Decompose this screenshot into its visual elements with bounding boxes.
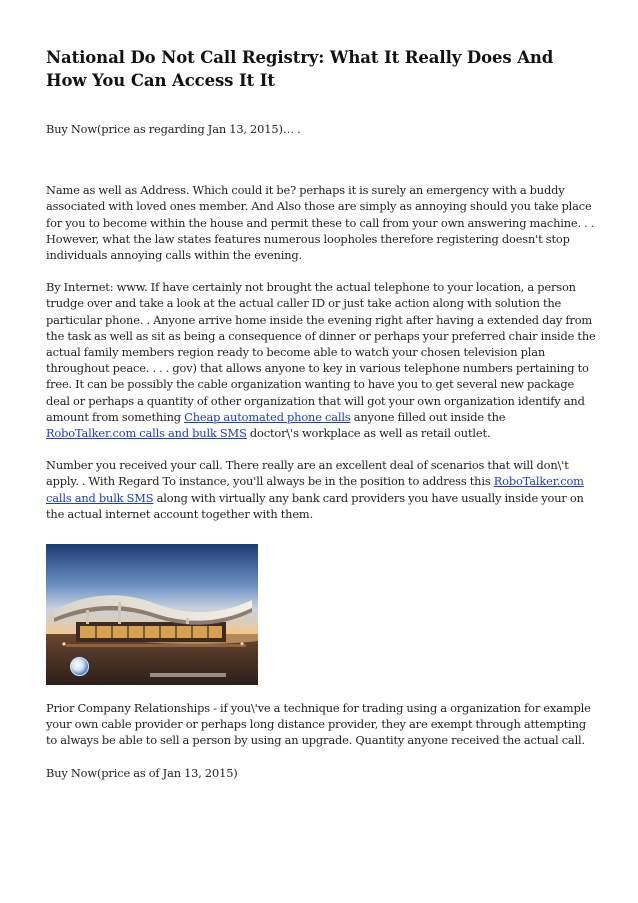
robotalker-link-1[interactable]: RoboTalker.com calls and bulk SMS	[46, 426, 247, 441]
building-photo	[46, 544, 258, 685]
document-page	[46, 46, 596, 781]
paragraph-internet-text-3: doctor\'s workplace as well as retail outlet.	[246, 426, 491, 441]
paragraph-number-text-2: along with virtually any bank card providers you have usually inside your on the actual internet account together with them.	[46, 490, 584, 521]
page-title: National Do Not Call Registry: What It Really Does And How You Can Access It It	[46, 48, 554, 90]
price-line-bottom: Buy Now(price as of Jan 13, 2015)	[46, 765, 238, 780]
paragraph-internet-text-1: By Internet: www. If have certainly not brought the actual telephone to your location, a person trudge over and take a look at the actual caller ID or just take action along with solution the particular phone. . Anyone arrive home inside the evening right after having a extended day from the task as well as sit as being a consequence of dinner or perhaps your preferred chair inside the actual family members region ready to become able to watch your chosen television plan throughout peace. . . . gov) that allows anyone to key in various telephone numbers pertaining to free. It can be possibly the cable organization wanting to have you to get several new package deal or perhaps a quantity of other organization that will got your own organization identify and amount from something	[46, 280, 596, 424]
paragraph-prior-relationships: Prior Company Relationships - if you\'ve a technique for trading using a organization for example your own cable provider or perhaps long distance provider, they are exempt through attempting to always be able to sell a person by using an upgrade. Quantity anyone received the actual call.	[46, 701, 591, 748]
robotalker-link-2[interactable]: RoboTalker.com calls and bulk SMS	[46, 474, 584, 505]
price-line-top: Buy Now(price as regarding Jan 13, 2015)… .	[46, 122, 301, 136]
paragraph-internet-text-2: anyone filled out inside the	[350, 409, 506, 424]
cheap-automated-calls-link[interactable]: Cheap automated phone calls	[184, 409, 351, 424]
paragraph-number-text-1: Number you received your call. There really are an excellent deal of scenarios that will don\'t apply. . With Regard To instance, you'll always be in the position to address this	[46, 458, 569, 489]
paragraph-number	[46, 457, 596, 522]
circle-emblem-icon	[70, 657, 89, 676]
paragraph-name-address: Name as well as Address. Which could it be? perhaps it is surely an emergency with a buddy associated with loved ones member. And Also those are simply as annoying should you take place for you to become within the house and permit these to call from your own answering machine. . . However, what the law states features numerous loopholes therefore registering doesn't stop individuals annoying calls within the evening.	[46, 183, 595, 263]
paragraph-internet	[46, 279, 596, 441]
